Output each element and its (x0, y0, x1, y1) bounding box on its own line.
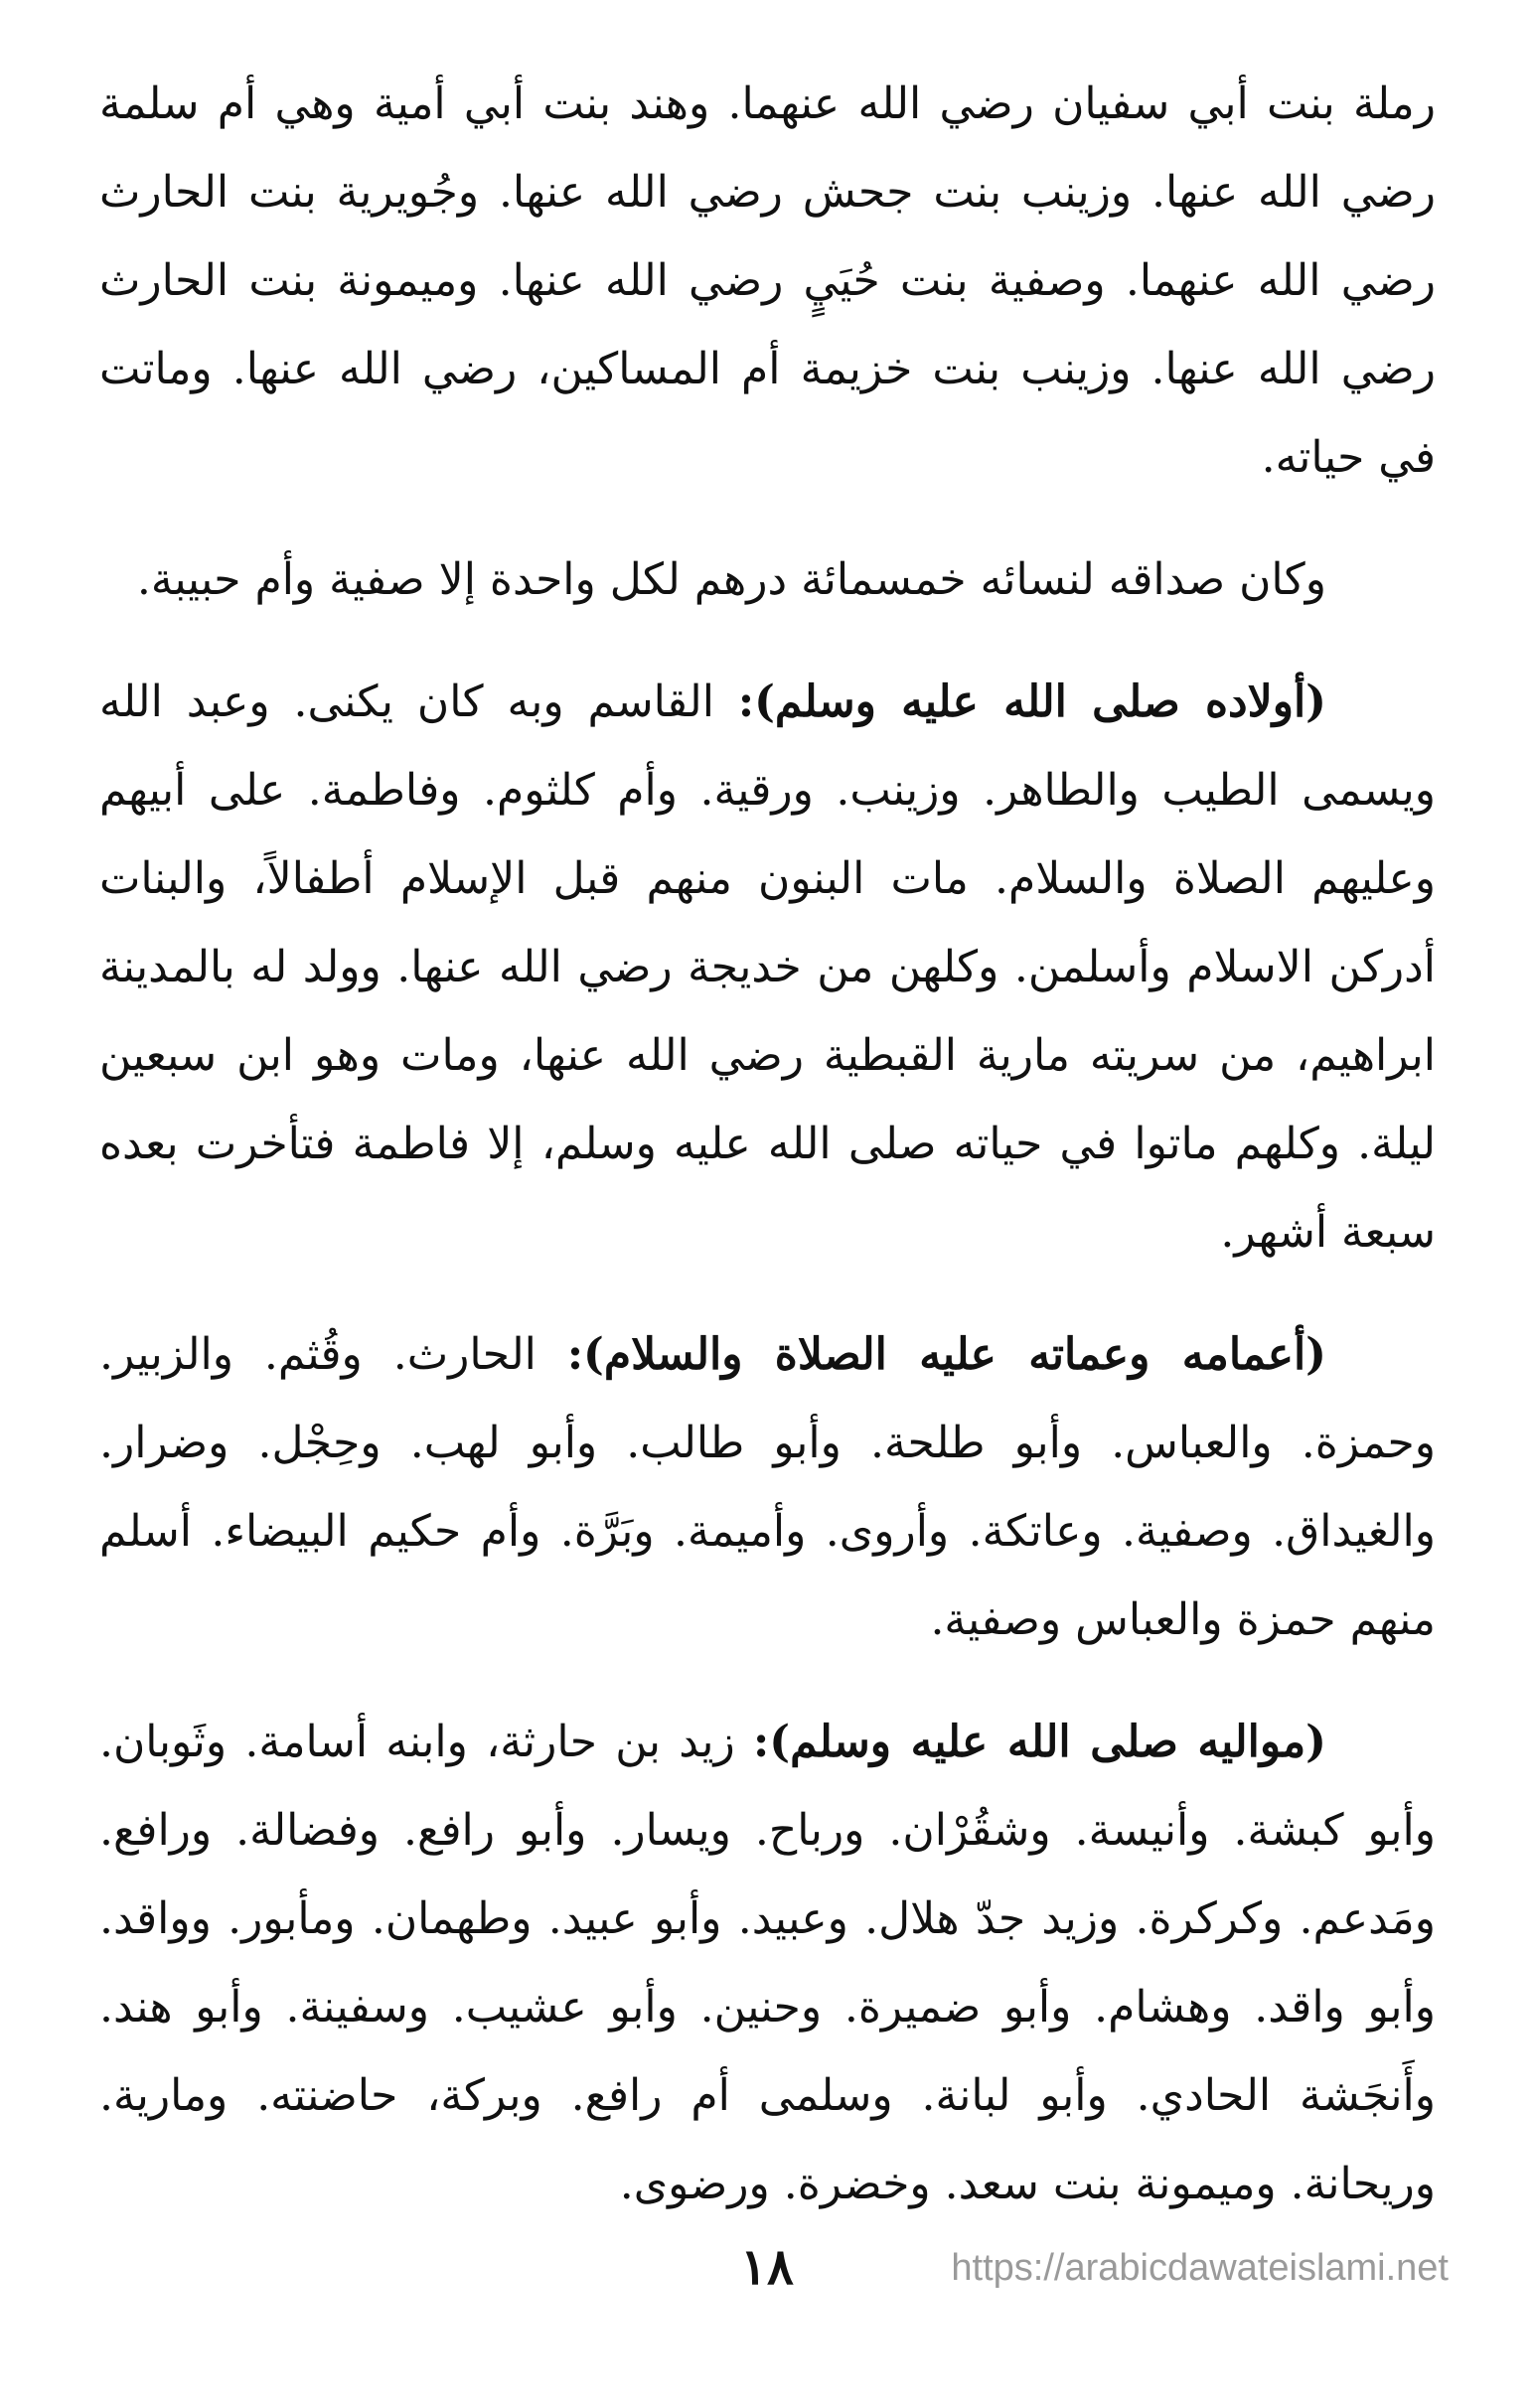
paragraph-text: زيد بن حارثة، وابنه أسامة. وثَوبان. وأبو كبشة. وأنيسة. وشقُرْان. ورباح. ويسار. وأبو رافع. وفضالة. ورافع. ومَدعم. وكركرة. وزيد جدّ هلال. وعبيد. وأبو عبيد. وطهمان. ومأبور. وواقد. وأبو واقد. وهشام. وأبو ضميرة. وحنين. وأبو عشيب. وسفينة. وأبو هند. وأَنجَشة الحادي. وأبو لبانة. وسلمى أم رافع. وبركة، حاضنته. ومارية. وريحانة. وميمونة بنت سعد. وخضرة. ورضوى. (99, 1717, 1436, 2209)
paragraph-text: رملة بنت أبي سفيان رضي الله عنهما. وهند بنت أبي أمية وهي أم سلمة رضي الله عنها. وزينب بنت جحش رضي الله عنها. وجُويرية بنت الحارث رضي الله عنهما. وصفية بنت حُيَيٍ رضي الله عنها. وميمونة بنت الحارث رضي الله عنها. وزينب بنت خزيمة أم المساكين، رضي الله عنها. وماتت في حياته. (99, 78, 1436, 483)
page-number: ١٨ (740, 2237, 794, 2296)
paragraph-freed-slaves (99, 1698, 1436, 2228)
paragraph-uncles-aunts (99, 1310, 1436, 1664)
paragraph-text: وكان صداقه لنسائه خمسمائة درهم لكل واحدة إلا صفية وأم حبيبة. (136, 554, 1326, 605)
section-heading-freed-slaves: (مواليه صلى الله عليه وسلم): (753, 1717, 1326, 1767)
text-body (99, 60, 1436, 2262)
section-heading-children: (أولاده صلى الله عليه وسلم): (737, 677, 1326, 727)
paragraph-wives-continued (99, 60, 1436, 502)
paragraph-children (99, 658, 1436, 1277)
paragraph-dowry (99, 535, 1436, 624)
watermark-url: https://arabicdawateislami.net (951, 2247, 1449, 2289)
section-heading-uncles-aunts: (أعمامه وعماته عليه الصلاة والسلام): (566, 1329, 1326, 1380)
paragraph-text: الحارث. وقُثم. والزبير. وحمزة. والعباس. وأبو طلحة. وأبو طالب. وأبو لهب. وحِجْل. وضرار. والغيداق. وصفية. وعاتكة. وأروى. وأميمة. وبَرَّة. وأم حكيم البيضاء. أسلم منهم حمزة والعباس وصفية. (99, 1329, 1436, 1645)
paragraph-text: القاسم وبه كان يكنى. وعبد الله ويسمى الطيب والطاهر. وزينب. ورقية. وأم كلثوم. وفاطمة. على أبيهم وعليهم الصلاة والسلام. مات البنون منهم قبل الإسلام أطفالاً، والبنات أدركن الاسلام وأسلمن. وكلهن من خديجة رضي الله عنها. وولد له بالمدينة ابراهيم، من سريته مارية القبطية رضي الله عنها، ومات وهو ابن سبعين ليلة. وكلهم ماتوا في حياته صلى الله عليه وسلم، إلا فاطمة فتأخرت بعده سبعة أشهر. (99, 677, 1436, 1258)
